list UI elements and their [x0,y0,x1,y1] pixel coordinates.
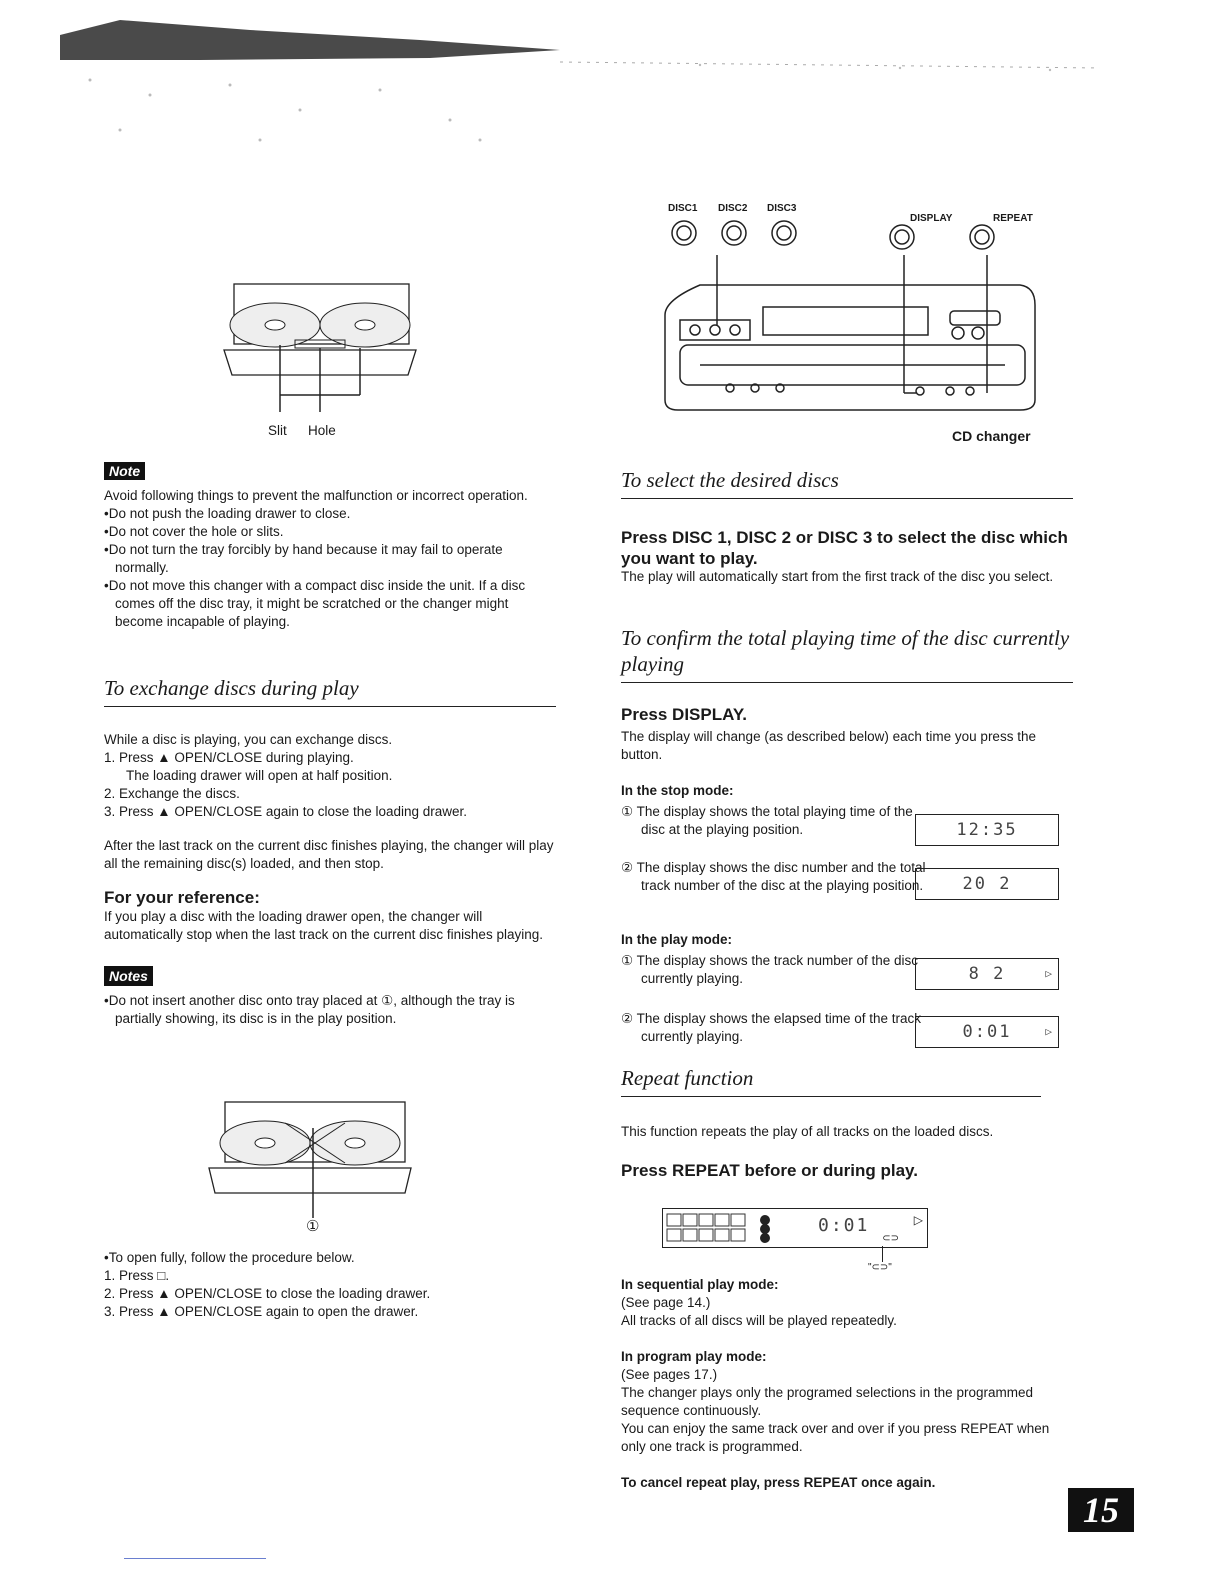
note-block [104,462,556,631]
device-caption: CD changer [952,428,1031,444]
exchange-after: After the last track on the current disc finishes playing, the changer will play all the remaining disc(s) loaded, and then stop. [104,838,554,871]
seq-title: In sequential play mode: [621,1277,779,1292]
scan-artifact [0,0,1224,160]
page-number: 15 [1068,1488,1134,1532]
prog-text-1: The changer plays only the programed selections in the programmed sequence continuously. [621,1385,1033,1418]
disc2-button-label: DISC2 [718,203,748,214]
cd-changer-illustration [660,215,1050,415]
cancel-text: To cancel repeat play, press REPEAT once again. [621,1475,936,1490]
note-intro: Avoid following things to prevent the malfunction or incorrect operation. [104,488,528,503]
step-detail: The loading drawer will open at half position. [126,768,393,783]
play-icon: ▷ [1045,1025,1054,1038]
select-text: The play will automatically start from the first track of the disc you select. [621,569,1054,584]
confirm-title: To confirm the total playing time of the disc currently playing [621,625,1073,683]
open-fully [104,1249,556,1321]
confirm-instruction: Press DISPLAY. [621,705,747,724]
repeat-button [970,225,994,249]
play-mode-title: In the play mode: [621,932,733,947]
step: •To open fully, follow the procedure below. [104,1250,355,1265]
lcd-elapsed-time: 0:01 ▷ [915,1016,1059,1048]
lcd-track-number: 8 2 ▷ [915,958,1059,990]
select-title: To select the desired discs [621,468,1073,499]
display-button-label: DISPLAY [910,213,953,224]
seq-text: All tracks of all discs will be played repeatedly. [621,1313,897,1328]
confirm-text: The display will change (as described below) each time you press the button. [621,729,1036,762]
repeat-modes [621,1276,1073,1492]
step: 1. Press □. [104,1268,170,1283]
tray-illustration-top [220,280,425,415]
seq-ref: (See page 14.) [621,1295,711,1310]
repeat-title: Repeat function [621,1066,1041,1097]
stop-mode-title: In the stop mode: [621,783,734,798]
disc1-button-label: DISC1 [668,203,698,214]
play-item-1: ① The display shows the track number of the disc currently playing. [621,953,918,986]
stop-item-2: ② The display shows the disc number and the total track number of the disc at the playing position. [621,860,926,893]
disc2-button [722,221,746,245]
repeat-instruction: Press REPEAT before or during play. [621,1161,918,1180]
prog-text-2: You can enjoy the same track over and over if you press REPEAT when only one track is programmed. [621,1421,1050,1454]
step: 2. Exchange the discs. [104,786,240,801]
exchange-title: To exchange discs during play [104,676,556,707]
note-list [104,505,556,631]
step: 3. Press ▲ OPEN/CLOSE again to open the drawer. [104,1304,419,1319]
step: 1. Press ▲ OPEN/CLOSE during playing. [104,750,354,765]
repeat-lcd [662,1208,928,1248]
notes-badge: Notes [104,966,153,986]
callout-1: ① [306,1218,320,1235]
reference-text: If you play a disc with the loading drawer open, the changer will automatically stop when the last track on the current disc finishes playing. [104,909,543,942]
list-item: •Do not cover the hole or slits. [104,524,284,539]
step: 2. Press ▲ OPEN/CLOSE to close the loading drawer. [104,1286,431,1301]
prog-ref: (See pages 17.) [621,1367,718,1382]
disc-grid-icon [665,1212,785,1244]
lcd-total-time: 12:35 [915,814,1059,846]
disc3-button [772,221,796,245]
play-icon: ▷ [1045,967,1054,980]
repeat-lcd-time: 0:01 [818,1215,870,1236]
select-instruction: Press DISC 1, DISC 2 or DISC 3 to select the disc which you want to play. [621,528,1068,568]
lcd-disc-track: 20 2 [915,868,1059,900]
stop-item-1: ① The display shows the total playing time of the disc at the playing position. [621,804,913,837]
repeat-symbol: "⊂⊃" [868,1262,892,1273]
step: 3. Press ▲ OPEN/CLOSE again to close the loading drawer. [104,804,468,819]
hole-label: Hole [308,423,336,438]
repeat-icon: ⊂⊃ [882,1233,899,1244]
list-item: •Do not move this changer with a compact disc inside the unit. If a disc comes off the disc tray, it might be scratched or the changer might become incapable of playing. [104,578,526,629]
play-item-2: ② The display shows the elapsed time of the track currently playing. [621,1011,922,1044]
repeat-pointer [882,1246,883,1262]
play-icon: ▷ [913,1213,923,1227]
repeat-button-label: REPEAT [993,213,1033,224]
exchange-intro: While a disc is playing, you can exchange discs. [104,732,393,747]
disc3-button-label: DISC3 [767,203,797,214]
note-badge: Note [104,462,145,480]
prog-title: In program play mode: [621,1349,767,1364]
bottom-rule [124,1558,266,1559]
list-item: •Do not turn the tray forcibly by hand because it may fail to operate normally. [104,542,503,575]
exchange-body [104,731,556,1028]
display-button [890,225,914,249]
repeat-text: This function repeats the play of all tracks on the loaded discs. [621,1124,994,1139]
notes-item: •Do not insert another disc onto tray placed at ①, although the tray is partially showing, its disc is in the play position. [104,993,515,1026]
reference-title: For your reference: [104,888,260,907]
list-item: •Do not push the loading drawer to close. [104,506,351,521]
disc1-button [672,221,696,245]
slit-label: Slit [268,423,287,438]
